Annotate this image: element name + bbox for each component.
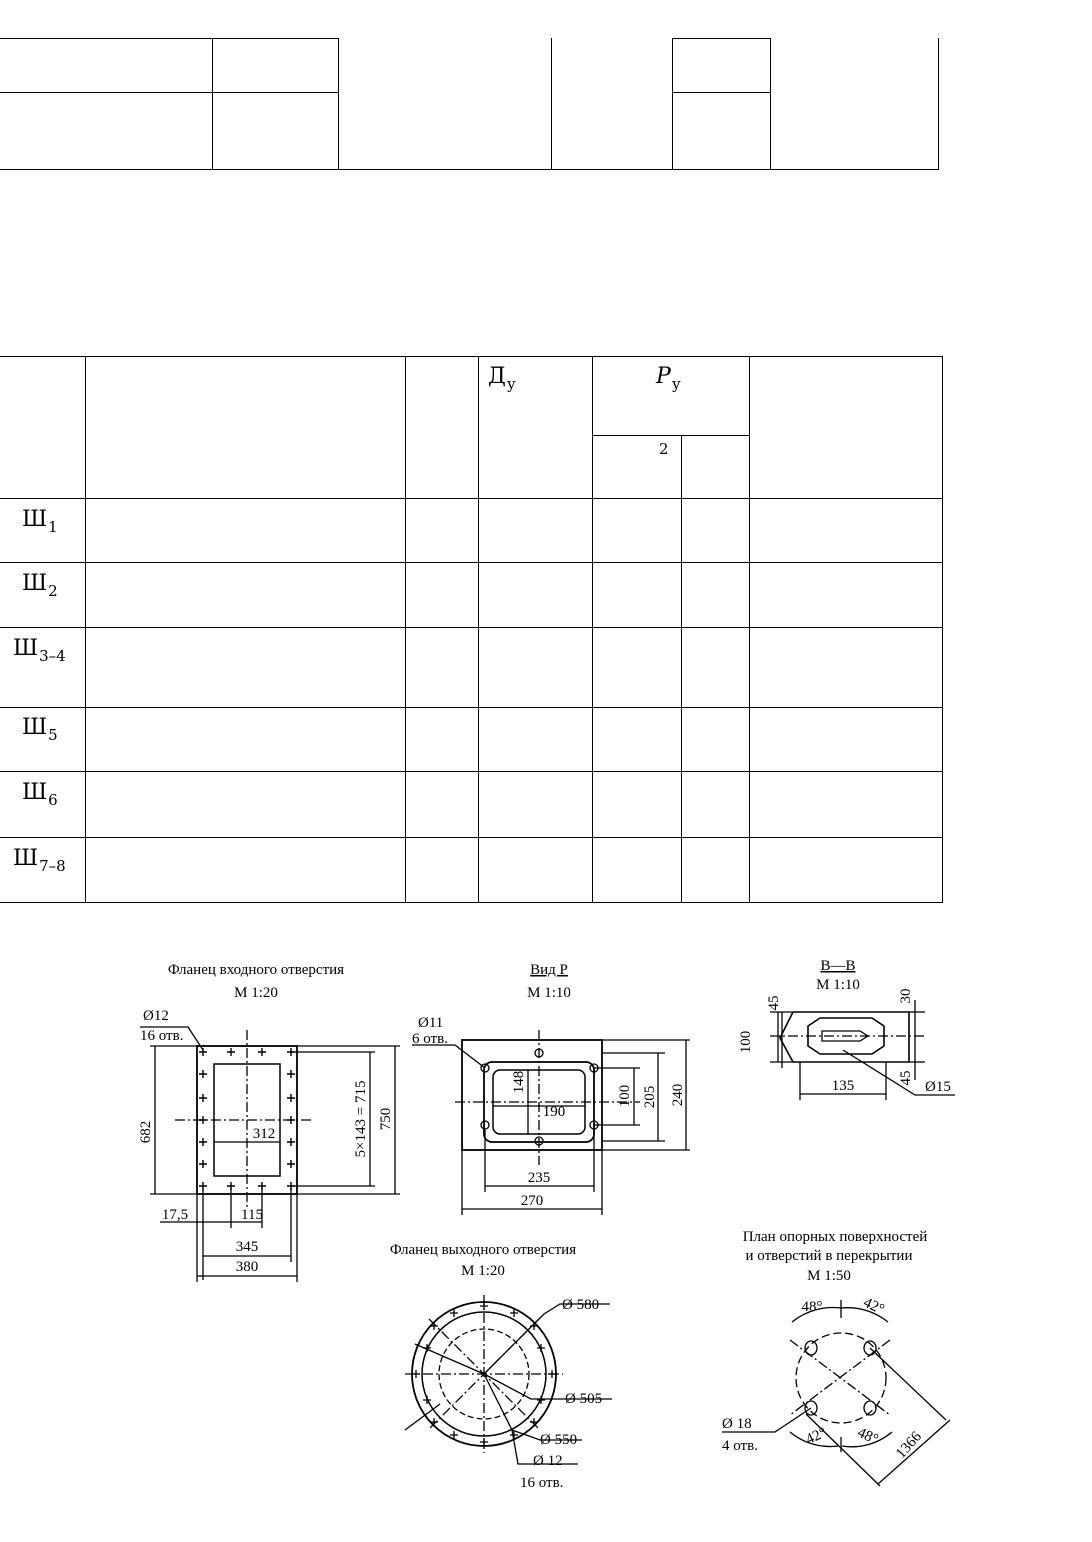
inlet-dim-17-5: 17,5 <box>161 1207 189 1223</box>
inlet-dim-380: 380 <box>235 1259 259 1275</box>
inlet-dim-345: 345 <box>235 1239 259 1255</box>
inlet-hole-count: 16 отв. <box>140 1028 184 1044</box>
row-subscript: 1 <box>48 518 58 536</box>
view-p-drawing <box>412 1030 690 1215</box>
supports-holes: 4 отв. <box>722 1438 758 1454</box>
row-symbol: Ш <box>22 507 48 532</box>
section-bb-scale: М 1:10 <box>816 977 860 993</box>
row-symbol: Ш <box>13 636 39 661</box>
outlet-dim-12: Ø 12 <box>533 1453 563 1469</box>
inlet-hole-dia: Ø12 <box>143 1008 169 1024</box>
supports-scale: М 1:50 <box>807 1268 851 1284</box>
inlet-dim-682: 682 <box>138 1120 154 1144</box>
view-p-dim-270: 270 <box>520 1193 544 1209</box>
row-symbol: Ш <box>22 715 48 740</box>
row-subscript: 7–8 <box>39 857 66 875</box>
outlet-dim-550: Ø 550 <box>540 1432 578 1448</box>
row-subscript: 5 <box>48 726 58 744</box>
view-p-dim-190: 190 <box>542 1104 566 1120</box>
section-bb-dim-dia15: Ø15 <box>925 1079 951 1095</box>
py-superscript: 2 <box>659 440 669 458</box>
section-bb-dim-135: 135 <box>831 1078 855 1094</box>
outlet-scale: М 1:20 <box>461 1263 505 1279</box>
supports-angle-48-top: 48° <box>801 1299 823 1315</box>
view-p-dim-235: 235 <box>527 1170 551 1186</box>
inlet-dim-715: 5×143 = 715 <box>353 1080 369 1158</box>
outlet-dim-580: Ø 580 <box>562 1297 600 1313</box>
support-plan-drawing <box>722 1300 950 1486</box>
supports-angle-42-top: 42° <box>860 1294 887 1319</box>
view-p-hole-dia: Ø11 <box>418 1015 444 1031</box>
view-p-dim-148: 148 <box>511 1070 527 1094</box>
row-subscript: 3–4 <box>39 647 66 665</box>
row-subscript: 6 <box>48 791 58 809</box>
inlet-dim-750: 750 <box>378 1107 394 1131</box>
view-p-title: Вид Р <box>530 962 568 978</box>
view-p-dim-240: 240 <box>670 1083 686 1107</box>
supports-angle-48-bottom: 48° <box>854 1424 881 1449</box>
py-symbol: P <box>656 364 671 389</box>
view-p-hole-count: 6 отв. <box>412 1031 448 1047</box>
dy-symbol: Д <box>488 364 506 389</box>
outlet-title: Фланец выходного отверстия <box>389 1242 577 1258</box>
outlet-flange-drawing <box>405 1295 612 1464</box>
section-bb-dim-30: 30 <box>898 988 914 1004</box>
section-bb-dim-100: 100 <box>738 1030 754 1054</box>
py-subscript: у <box>671 375 681 393</box>
outlet-holes: 16 отв. <box>520 1475 564 1491</box>
view-p-scale: М 1:10 <box>527 985 571 1001</box>
supports-dia18: Ø 18 <box>722 1416 752 1432</box>
view-p-dim-205: 205 <box>642 1085 658 1109</box>
supports-title-1: План опорных поверхностей <box>742 1229 928 1245</box>
dy-subscript: у <box>506 375 516 393</box>
section-bb-dim-45-top: 45 <box>766 995 782 1011</box>
supports-dim-1366: 1366 <box>893 1428 926 1462</box>
inlet-scale: М 1:20 <box>234 985 278 1001</box>
row-symbol: Ш <box>22 780 48 805</box>
supports-title-2: и отверстий в перекрытии <box>745 1248 913 1264</box>
section-bb-title: В—В <box>820 958 856 974</box>
inlet-dim-115: 115 <box>241 1207 263 1223</box>
supports-angle-42-bottom: 42° <box>803 1424 830 1449</box>
row-symbol: Ш <box>22 571 48 596</box>
view-p-dim-100: 100 <box>617 1084 633 1108</box>
row-subscript: 2 <box>48 582 58 600</box>
section-bb-dim-45-bottom: 45 <box>898 1070 914 1086</box>
inlet-title: Фланец входного отверстия <box>167 962 345 978</box>
inlet-dim-312: 312 <box>252 1126 276 1142</box>
row-symbol: Ш <box>13 846 39 871</box>
outlet-dim-505: Ø 505 <box>565 1391 603 1407</box>
